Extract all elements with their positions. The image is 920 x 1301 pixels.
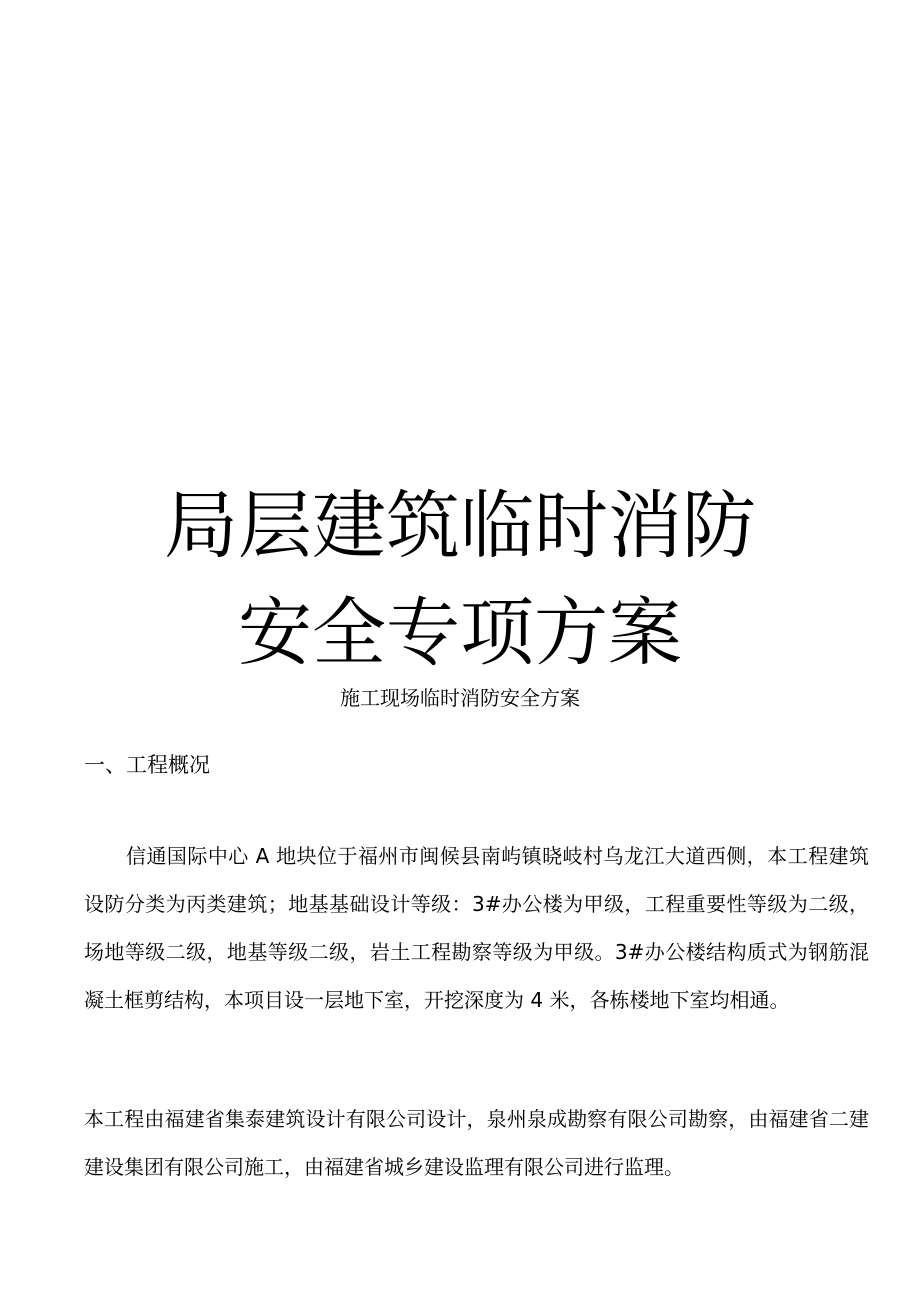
document-title-line-1: 局层建筑临时消防 (164, 483, 756, 569)
document-subtitle: 施工现场临时消防安全方案 (340, 686, 580, 710)
section-heading-project-overview: 一、工程概况 (84, 753, 210, 777)
document-title-line-2: 安全专项方案 (238, 590, 682, 676)
paragraph-project-parties: 本工程由福建省集泰建筑设计有限公司设计，泉州泉成勘察有限公司勘察，由福建省二建建设集团有限公司施工，由福建省城乡建设监理有限公司进行监理。 (84, 1107, 869, 1179)
paragraph-project-location: 信通国际中心 A 地块位于福州市闽候县南屿镇晓岐村乌龙江大道西侧，本工程建筑设防分类为丙类建筑；地基基础设计等级：3#办公楼为甲级，工程重要性等级为二级，场地等级二级，地基等级二级，岩土工程勘察等级为甲级。3#办公楼结构质式为钢筋混凝土框剪结构，本项目设一层地下室，开挖深度为 4 米，各栋楼地下室均相通。 (84, 844, 869, 1012)
